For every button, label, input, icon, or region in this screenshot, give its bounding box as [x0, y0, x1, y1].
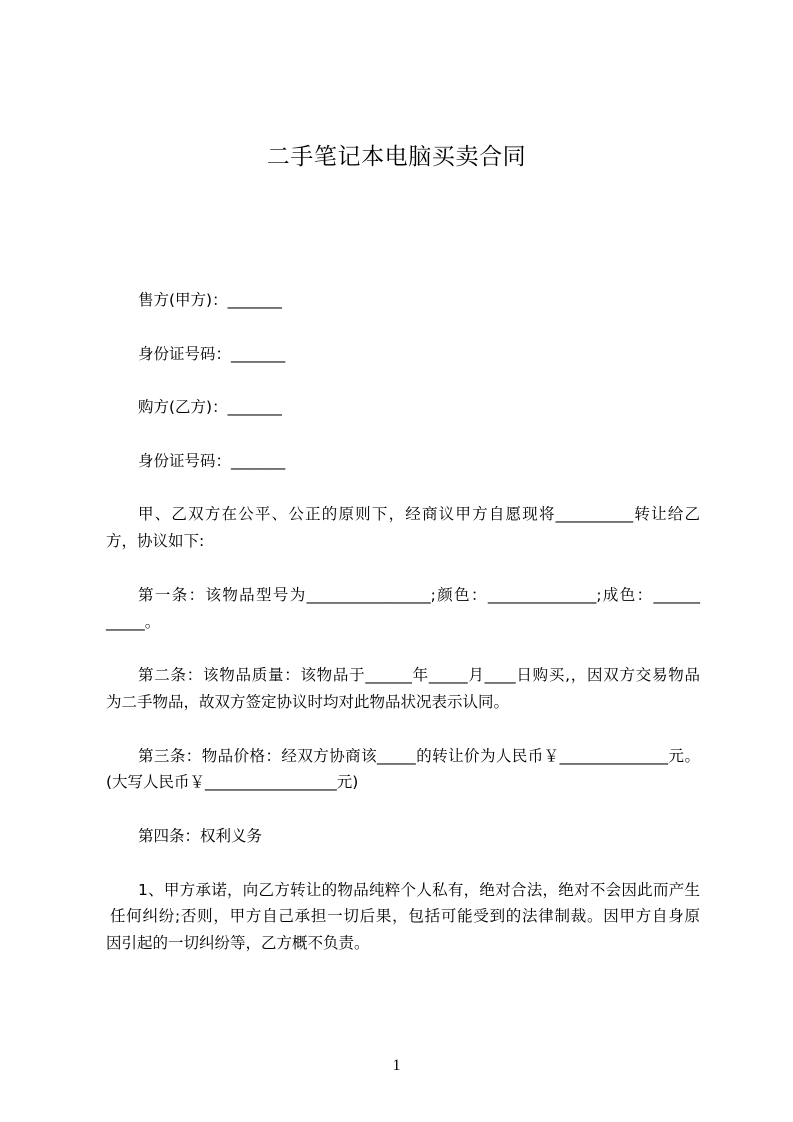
page-number: 1 — [392, 1057, 401, 1074]
article-4-heading-section — [106, 823, 700, 850]
article-1-paragraph — [106, 582, 700, 636]
buyer-line: 购方(乙方)：_______ — [138, 398, 282, 417]
article-3-line-2: (大写人民币￥_________________元) — [106, 773, 359, 792]
article-3-line-1: 第三条：物品价格：经双方协商该_____的转让价为人民币￥______________元。 — [138, 746, 700, 765]
clause-1-line-2: 任何纠纷;否则，甲方自己承担一切后果，包括可能受到的法律制裁。因甲方自身原 — [110, 907, 700, 926]
buyer-id-line: 身份证号码：_______ — [138, 451, 286, 470]
intro-paragraph — [106, 501, 700, 555]
intro-line-1: 甲、乙双方在公平、公正的原则下，经商议甲方自愿现将__________转让给乙 — [138, 505, 700, 524]
buyer-id-section — [106, 448, 700, 475]
intro-line-2: 方，协议如下: — [106, 532, 205, 551]
buyer-section — [106, 394, 700, 421]
article-2-line-2: 为二手物品，故双方签定协议时均对此物品状况表示认同。 — [106, 692, 510, 711]
seller-id-section — [106, 341, 700, 368]
article-4-heading: 第四条：权利义务 — [138, 826, 263, 845]
clause-1-line-1: 1、甲方承诺，向乙方转让的物品纯粹个人私有，绝对合法，绝对不会因此而产生 — [138, 880, 700, 899]
contract-body — [106, 287, 700, 984]
seller-section — [106, 287, 700, 314]
seller-line: 售方(甲方)：_______ — [138, 291, 282, 309]
seller-id-line: 身份证号码：_______ — [138, 344, 286, 363]
article-1-line-1: 第一条：该物品型号为________________;颜色：______________;成色：______ — [138, 585, 700, 604]
clause-1-line-3: 因引起的一切纠纷等，乙方概不负责。 — [106, 934, 370, 953]
article-3-paragraph — [106, 743, 700, 797]
article-2-paragraph — [106, 662, 700, 716]
article-4-clause-1-paragraph — [106, 877, 700, 957]
article-2-line-1: 第二条：该物品质量：该物品于______年_____月____日购买,，因双方交易物品 — [138, 666, 700, 685]
article-1-line-2: _____。 — [106, 612, 161, 631]
contract-title: 二手笔记本电脑买卖合同 — [266, 144, 527, 170]
